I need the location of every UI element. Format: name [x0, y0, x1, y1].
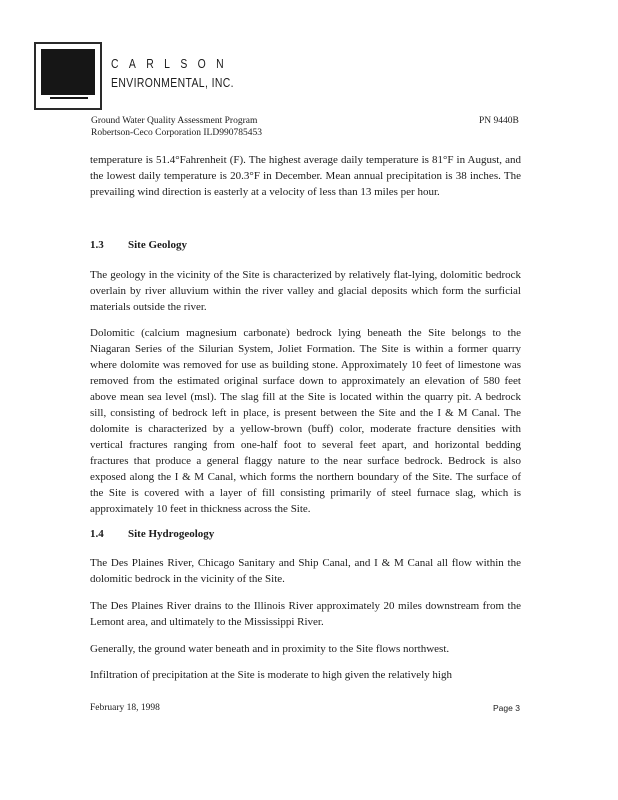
company-name: CARLSON	[111, 56, 235, 71]
paragraph-geology-1: The geology in the vicinity of the Site is characterized by relatively flat-lying, dolomitic bedrock overlain by river alluvium within the river valley and glacial deposits which form the surficial materials outside the river.	[90, 269, 521, 313]
company-logo	[34, 42, 102, 110]
paragraph-geology-2: Dolomitic (calcium magnesium carbonate) bedrock lying beneath the Site belongs to the Niagaran Series of the Silurian System, Joliet Formation. The Site is within a former quarry where dolomite was removed for use as building stone. Approximately 10 feet of limestone was removed from the estimated original surface down to approximately an elevation of 580 feet above mean sea level (msl). The slag fill at the Site is located within the quarry pit. A bedrock sill, consisting of bedrock left in place, is present between the Site and the I & M Canal. The dolomite is characterized by a yellow-brown (buff) color, moderate fracture densities with vertical fractures ranging from one-half foot to several feet apart, and horizontal bedding fractures that produce a general flaggy nature to the near surface bedrock. Bedrock is also exposed along the I & M Canal, which forms the northern boundary of the Site. The surface of the Site is covered with a layer of fill consisting primarily of steel furnace slag, which is approximately 10 feet in thickness across the Site.	[90, 327, 521, 515]
paragraph-climate: temperature is 51.4°Fahrenheit (F). The highest average daily temperature is 81°F in August, and the lowest daily temperature is 20.3°F in December. Mean annual precipitation is 38 inches. The prevailing wind direction is easterly at a velocity of less than 13 miles per hour.	[90, 154, 521, 198]
logo-block	[41, 49, 95, 95]
section-title: Site Hydrogeology	[128, 528, 215, 540]
header-corporation: Robertson-Ceco Corporation ILD990785453	[91, 128, 262, 138]
logo-underline	[50, 97, 88, 99]
paragraph-hydrogeology-2: The Des Plaines River drains to the Illinois River approximately 20 miles downstream from the Lemont area, and ultimately to the Mississippi River.	[90, 600, 521, 628]
company-subtitle: ENVIRONMENTAL, INC.	[111, 75, 234, 90]
section-number: 1.4	[90, 528, 104, 540]
page-number: Page 3	[493, 703, 520, 713]
paragraph-hydrogeology-4: Infiltration of precipitation at the Site is moderate to high given the relatively high	[90, 669, 452, 681]
section-heading-geology	[90, 238, 187, 252]
section-number: 1.3	[90, 239, 104, 251]
paragraph-hydrogeology-1: The Des Plaines River, Chicago Sanitary and Ship Canal, and I & M Canal all flow within the dolomitic bedrock in the vicinity of the Site.	[90, 557, 521, 585]
section-heading-hydrogeology	[90, 527, 214, 541]
header-project-number: PN 9440B	[479, 116, 519, 126]
footer-date: February 18, 1998	[90, 703, 160, 713]
paragraph-hydrogeology-3: Generally, the ground water beneath and in proximity to the Site flows northwest.	[90, 643, 450, 655]
header-program: Ground Water Quality Assessment Program	[91, 116, 258, 126]
section-title: Site Geology	[128, 239, 187, 251]
